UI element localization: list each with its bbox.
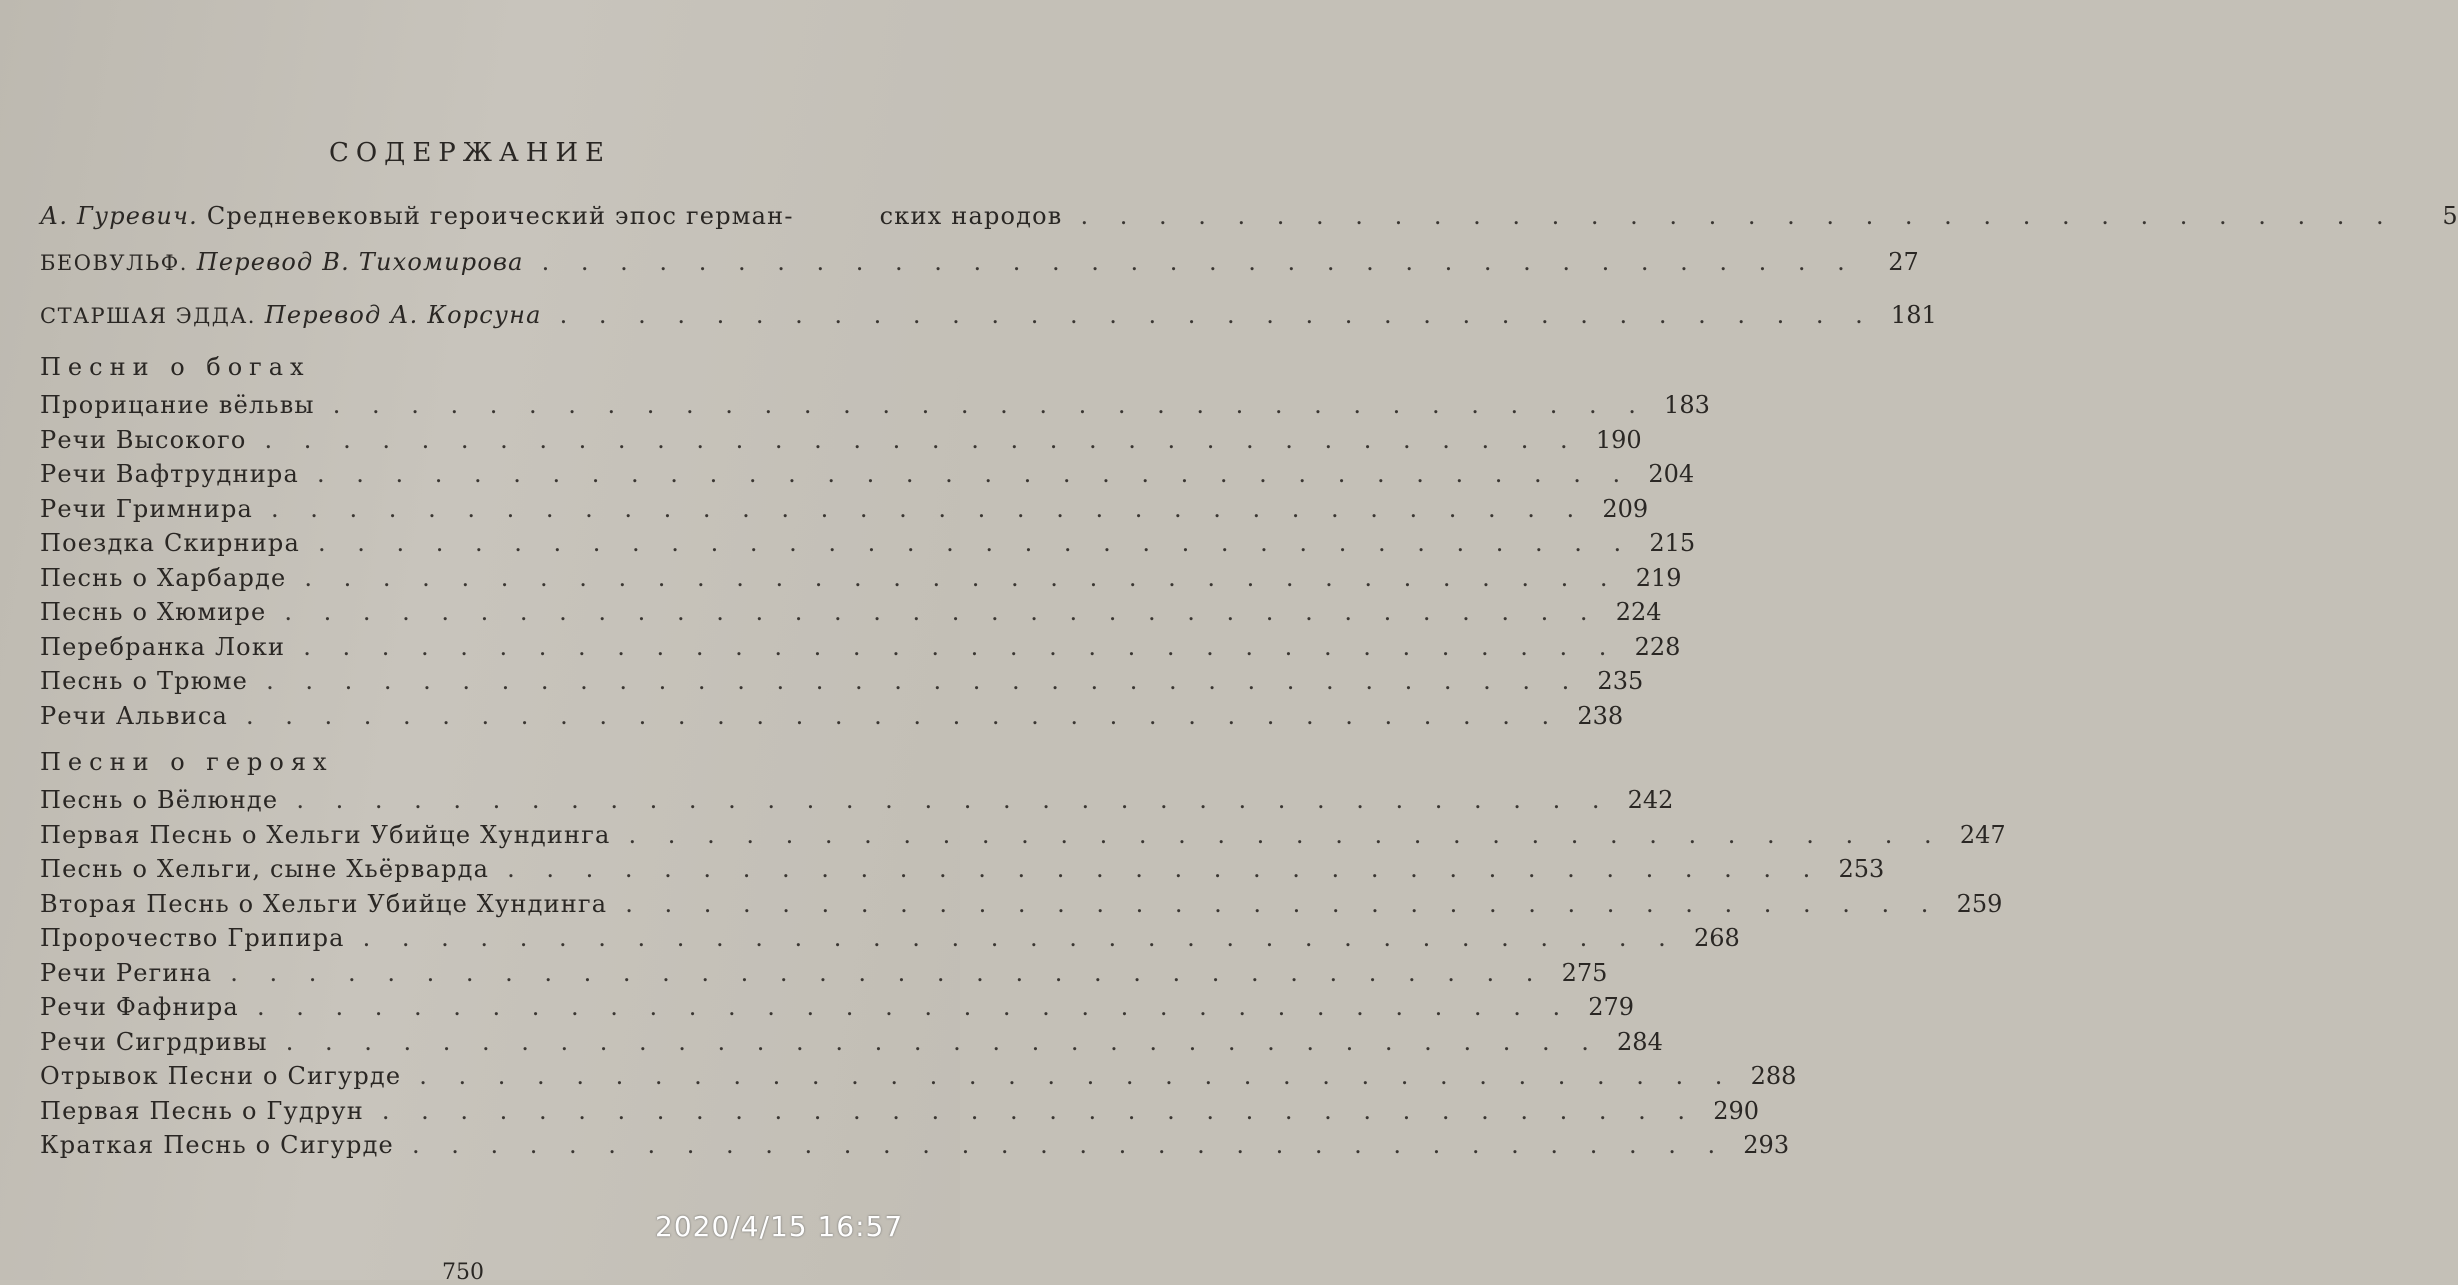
work-title: СТАРШАЯ ЭДДА. (40, 303, 256, 328)
dot-leader: . . . . . . . . . . . . . . . . . . . . . . . . . . . . . . . . . . (266, 667, 1582, 695)
toc-entry (40, 701, 1624, 737)
entry-label: Речи Вафтруднира (40, 460, 299, 488)
dot-leader: . . . . . . . . . . . . . . . . . . . . . . . . . . . . . . . . . . (316, 460, 1633, 488)
intro-line-2 (794, 202, 2458, 230)
toc-entry (40, 425, 1642, 461)
entry-label: Речи Высокого (40, 425, 247, 454)
intro-text-1: Средневековый героический эпос герман- (198, 202, 794, 230)
page-number: 242 (1627, 786, 1674, 814)
page-number: 275 (1561, 958, 1608, 987)
toc-entry (40, 958, 1608, 994)
toc-entry (40, 1096, 1760, 1132)
page-number: 290 (1713, 1096, 1760, 1125)
toc-entry (40, 632, 1681, 668)
intro-line-1 (40, 202, 794, 230)
toc-entry-edda (40, 300, 1937, 336)
entry-label: Речи Гримнира (40, 494, 254, 523)
dot-leader: . . . . . . . . . . . . . . . . . . . . . . . . . . . . . . . . . . (230, 958, 1546, 987)
toc-entry (40, 889, 2003, 925)
entry-label: Песнь о Харбарде (40, 563, 287, 592)
entry-label (40, 248, 524, 276)
page-number: 235 (1597, 667, 1644, 695)
entry-label: Отрывок Песни о Сигурде (40, 1062, 402, 1090)
toc-entry (40, 1131, 1790, 1166)
dot-leader: . . . . . . . . . . . . . . . . . . . . . . . . . . . . . . . . . . (411, 1131, 1728, 1159)
entry-label: Песнь о Хельги, сыне Хьёрварда (40, 855, 490, 883)
page-number: 253 (1838, 855, 1885, 883)
entry-label (40, 301, 542, 329)
page-number: 288 (1750, 1062, 1797, 1090)
toc-entry-intro (40, 196, 2458, 230)
toc-entry-beowulf (40, 248, 1919, 283)
dot-leader: . . . . . . . . . . . . . . . . . . . . . . . . . . . . . . . . . . (264, 425, 1580, 454)
translator: Перевод В. Тихомирова (187, 248, 524, 276)
intro-author: А. Гуревич. (40, 202, 198, 230)
toc-entry (40, 529, 1696, 564)
gods-list (40, 391, 1710, 736)
entry-label: Речи Сигрдривы (40, 1027, 268, 1056)
toc-entry (40, 820, 2006, 856)
entry-label: Первая Песнь о Гудрун (40, 1096, 364, 1125)
page-number: 209 (1602, 494, 1649, 523)
section-heading-heroes: Песни о героях (40, 748, 334, 776)
page-number: 190 (1595, 425, 1642, 454)
dot-leader: . . . . . . . . . . . . . . . . . . . . . . . . . . . . . . . . . . (317, 529, 1634, 557)
translator: Перевод А. Корсуна (255, 300, 542, 329)
dot-leader: . . . . . . . . . . . . . . . . . . . . . . . . . . . . . . . . . . (271, 494, 1587, 523)
page-number: 224 (1615, 598, 1662, 626)
page-number: 293 (1743, 1131, 1790, 1159)
dot-leader: . . . . . . . . . . . . . . . . . . . . . . . . . . . . . . . . . . (419, 1062, 1735, 1090)
dot-leader: . . . . . . . . . . . . . . . . . . . . . . . . . . . . . . . . . . (507, 855, 1823, 883)
toc-entry (40, 667, 1644, 702)
entry-label: Песнь о Хюмире (40, 598, 267, 626)
heroes-list (40, 786, 2006, 1166)
page-number: 5 (2442, 202, 2458, 230)
entry-label: Поездка Скирнира (40, 529, 300, 557)
dot-leader: . . . . . . . . . . . . . . . . . . . . . . . . . . . . . . . . . . (332, 391, 1648, 419)
dot-leader: . . . . . . . . . . . . . . . . . . . . . . . . . . . . . . . . . . (304, 563, 1620, 592)
toc-entry (40, 1027, 1663, 1063)
page-number: 284 (1617, 1027, 1663, 1056)
dot-leader: . . . . . . . . . . . . . . . . . . . . . . . . . . . . . . . . . . (559, 300, 1875, 329)
toc-entry (40, 786, 1674, 821)
entry-label: Первая Песнь о Хельги Убийце Хундинга (40, 820, 611, 849)
page-number: 181 (1890, 300, 1937, 329)
toc-entry (40, 924, 1740, 959)
page-number: 215 (1649, 529, 1696, 557)
toc-entry (40, 460, 1695, 495)
dot-leader: . . . . . . . . . . . . . . . . . . . . . . . . . . . . . . . . . . (625, 889, 1941, 918)
page-number: 268 (1693, 924, 1740, 952)
entry-label: Вторая Песнь о Хельги Убийце Хундинга (40, 889, 608, 918)
dot-leader: . . . . . . . . . . . . . . . . . . . . . . . . . . . . . . . . . . (256, 993, 1573, 1021)
dot-leader: . . . . . . . . . . . . . . . . . . . . . . . . . . . . . . . . . . (1080, 202, 2396, 230)
entry-label: Речи Регина (40, 958, 213, 987)
dot-leader: . . . . . . . . . . . . . . . . . . . . . . . . . . . . . . . . . . (541, 248, 1857, 276)
entry-label: Перебранка Локи (40, 632, 286, 661)
toc-entry (40, 855, 1885, 890)
entry-label: Пророчество Грипира (40, 924, 345, 952)
entry-label: Краткая Песнь о Сигурде (40, 1131, 394, 1159)
entry-label: Песнь о Трюме (40, 667, 249, 695)
page-folio: 750 (442, 1260, 484, 1285)
toc-entry (40, 598, 1662, 633)
entry-label: Прорицание вёльвы (40, 391, 315, 419)
dot-leader: . . . . . . . . . . . . . . . . . . . . . . . . . . . . . . . . . . (285, 1027, 1601, 1056)
section-heading-gods: Песни о богах (40, 353, 311, 381)
photo-timestamp: 2020/4/15 16:57 (655, 1210, 904, 1243)
toc-entry (40, 494, 1649, 530)
entry-label: Речи Альвиса (40, 701, 228, 730)
intro-text-2: ских народов (879, 202, 1063, 230)
page-number: 238 (1577, 701, 1624, 730)
work-title: БЕОВУЛЬФ. (40, 251, 188, 275)
page-number: 204 (1648, 460, 1695, 488)
page-number: 247 (1959, 820, 2006, 849)
page-title: СОДЕРЖАНИЕ (328, 138, 612, 168)
dot-leader: . . . . . . . . . . . . . . . . . . . . . . . . . . . . . . . . . . (381, 1096, 1698, 1125)
toc-entry (40, 1062, 1797, 1097)
dot-leader: . . . . . . . . . . . . . . . . . . . . . . . . . . . . . . . . . . (303, 632, 1619, 661)
page-number: 27 (1888, 248, 1919, 276)
page-number: 279 (1588, 993, 1635, 1021)
dot-leader: . . . . . . . . . . . . . . . . . . . . . . . . . . . . . . . . . . (284, 598, 1600, 626)
dot-leader: . . . . . . . . . . . . . . . . . . . . . . . . . . . . . . . . . . (628, 820, 1944, 849)
entry-label: Песнь о Вёлюнде (40, 786, 279, 814)
page-number: 183 (1664, 391, 1710, 419)
page-number: 228 (1634, 632, 1681, 661)
entry-label: Речи Фафнира (40, 993, 239, 1021)
page-number: 259 (1956, 889, 2003, 918)
page-number: 219 (1635, 563, 1682, 592)
toc-entry (40, 993, 1635, 1028)
dot-leader: . . . . . . . . . . . . . . . . . . . . . . . . . . . . . . . . . . (296, 786, 1612, 814)
table-of-contents (40, 196, 2458, 1166)
dot-leader: . . . . . . . . . . . . . . . . . . . . . . . . . . . . . . . . . . (246, 701, 1562, 730)
toc-entry (40, 563, 1682, 599)
toc-entry (40, 391, 1710, 426)
dot-leader: . . . . . . . . . . . . . . . . . . . . . . . . . . . . . . . . . . (362, 924, 1678, 952)
